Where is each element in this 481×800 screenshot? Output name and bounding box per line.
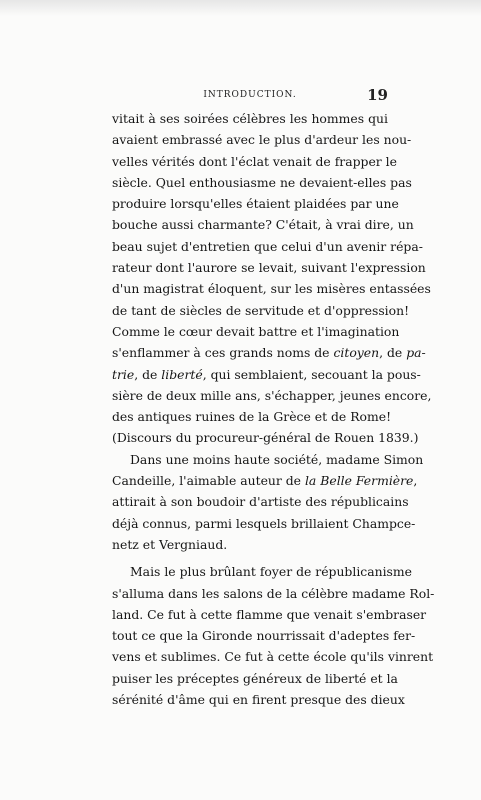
text-run: , de bbox=[134, 366, 162, 382]
text-line: s'alluma dans les salons de la célèbre madame Rol- bbox=[112, 585, 435, 601]
text-body bbox=[112, 108, 435, 710]
text-line: vitait à ses soirées célèbres les hommes qui bbox=[112, 111, 388, 126]
italic-word: citoyen bbox=[333, 345, 380, 361]
text-line: attirait à son boudoir d'artiste des républicains bbox=[112, 494, 409, 510]
text-line: vens et sublimes. Ce fut à cette école qu'ils vinrent bbox=[112, 649, 434, 665]
text-line-mixed bbox=[112, 364, 421, 385]
text-line-paragraph-start: Dans une moins haute société, madame Simon bbox=[130, 451, 424, 467]
running-head bbox=[112, 88, 388, 104]
text-line: velles vérités dont l'éclat venait de frapper le bbox=[112, 153, 397, 169]
previous-page-bleed bbox=[0, 0, 481, 16]
italic-word: liberté bbox=[161, 366, 203, 382]
italic-title: la Belle Fermière bbox=[304, 473, 414, 489]
text-line-mixed bbox=[112, 342, 426, 363]
text-line-citation: (Discours du procureur-général de Rouen 1839.) bbox=[112, 430, 419, 446]
text-run: , bbox=[413, 473, 418, 489]
text-line: des antiques ruines de la Grèce et de Rome! bbox=[112, 409, 392, 425]
text-run: , qui semblaient, secouant la pous- bbox=[202, 366, 421, 382]
text-line: beau sujet d'entretien que celui d'un avenir répa- bbox=[112, 238, 423, 254]
text-line: Comme le cœur devait battre et l'imagination bbox=[112, 323, 400, 339]
text-line: avaient embrassé avec le plus d'ardeur les nou- bbox=[112, 132, 412, 148]
text-line: sérénité d'âme qui en firent presque des dieux bbox=[112, 692, 405, 708]
text-line: déjà connus, parmi lesquels brillaient Champce- bbox=[112, 515, 416, 531]
text-line: rateur dont l'aurore se levait, suivant l'expression bbox=[112, 260, 426, 276]
text-line: sière de deux mille ans, s'échapper, jeunes encore, bbox=[112, 387, 432, 403]
text-run: Candeille, l'aimable auteur de bbox=[112, 473, 305, 489]
italic-word: trie bbox=[112, 366, 135, 382]
page-number: 19 bbox=[367, 86, 388, 104]
text-run: s'enflammer à ces grands noms de bbox=[112, 345, 334, 361]
running-title: INTRODUCTION. bbox=[203, 90, 297, 100]
italic-word: pa- bbox=[406, 345, 426, 361]
text-line: siècle. Quel enthousiasme ne devaient-elles pas bbox=[112, 174, 412, 190]
text-run: , de bbox=[379, 345, 407, 361]
text-line-mixed bbox=[112, 470, 418, 491]
text-line: land. Ce fut à cette flamme que venait s'embraser bbox=[112, 606, 427, 622]
text-line: d'un magistrat éloquent, sur les misères entassées bbox=[112, 281, 431, 297]
text-line: bouche aussi charmante? C'était, à vrai dire, un bbox=[112, 217, 414, 233]
text-line: puiser les préceptes généreux de liberté et la bbox=[112, 670, 398, 686]
text-line: tout ce que la Gironde nourrissait d'adeptes fer- bbox=[112, 628, 416, 644]
text-line-paragraph-end: netz et Vergniaud. bbox=[112, 536, 228, 552]
text-line: produire lorsqu'elles étaient plaidées par une bbox=[112, 196, 399, 212]
text-line-paragraph-start: Mais le plus brûlant foyer de républicanisme bbox=[130, 564, 413, 580]
text-line: de tant de siècles de servitude et d'oppression! bbox=[112, 302, 410, 318]
